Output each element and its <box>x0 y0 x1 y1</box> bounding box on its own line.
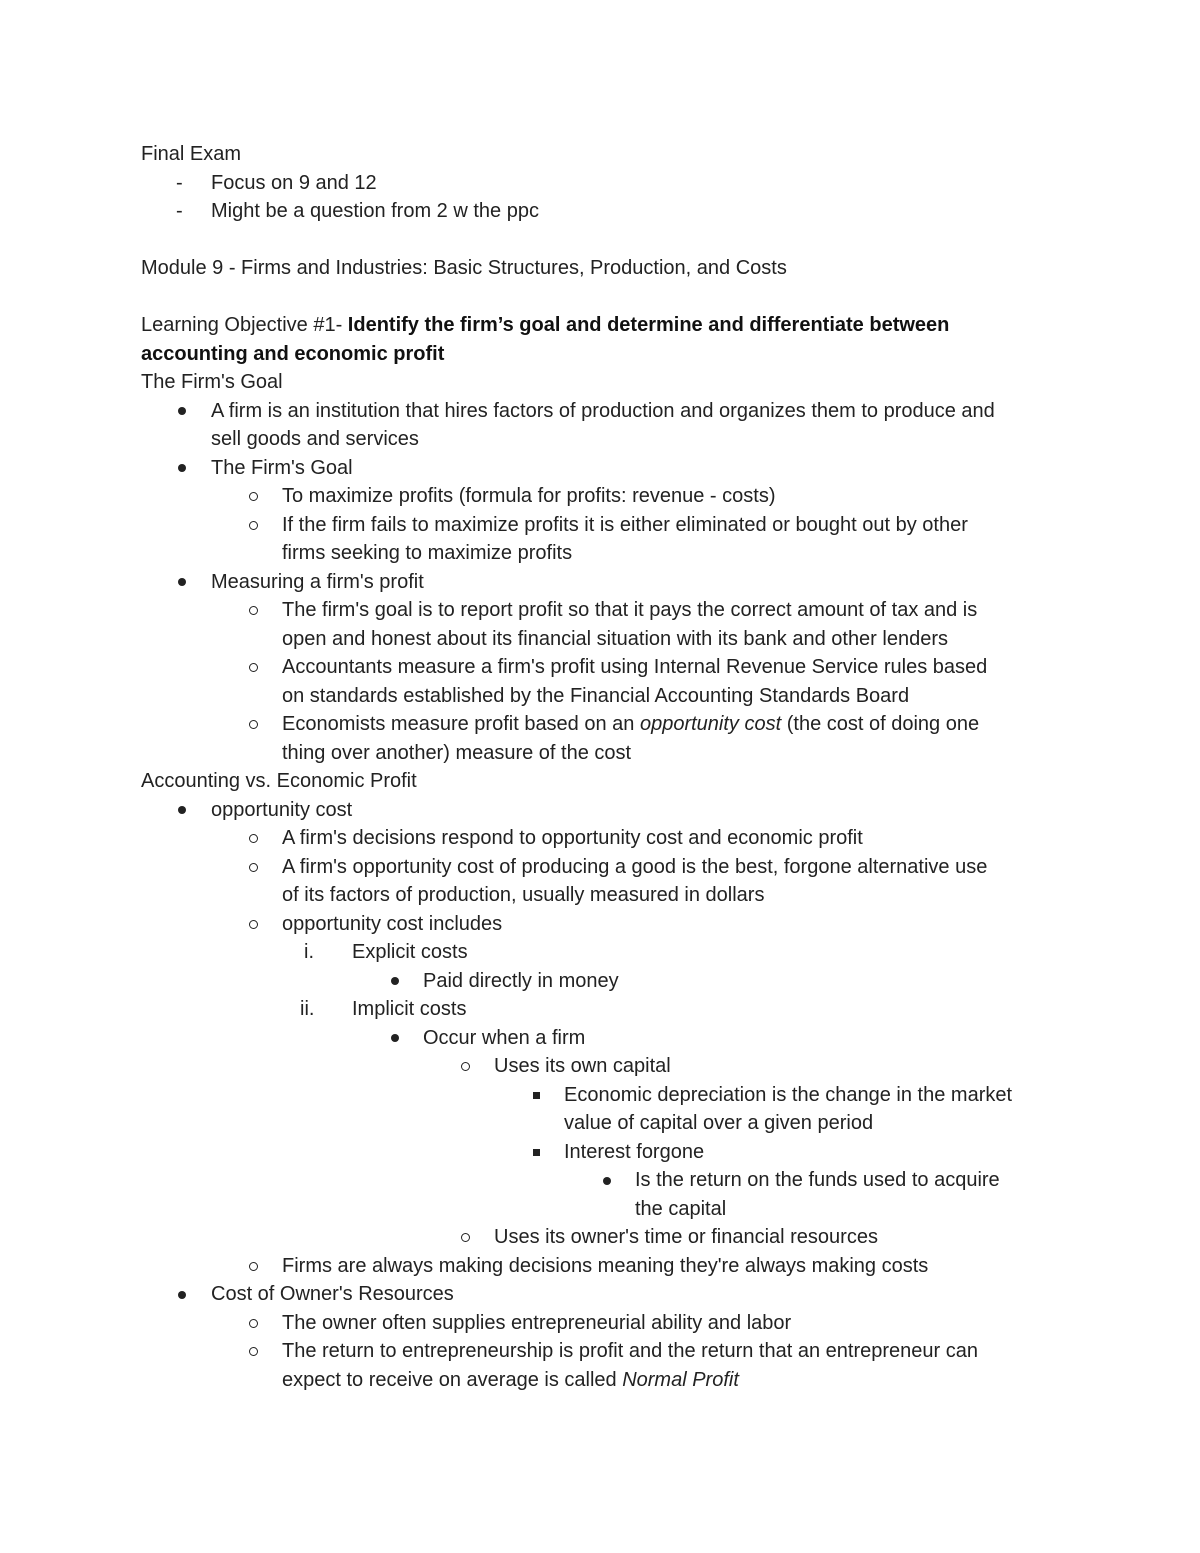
bullet-icon <box>391 1034 399 1042</box>
list-item: The owner often supplies entrepreneurial ability and labor <box>141 1309 1081 1338</box>
list-item: If the firm fails to maximize profits it is either eliminated or bought out by other <box>141 511 1081 540</box>
list-item: - Focus on 9 and 12 <box>141 169 1081 198</box>
bullet-icon <box>178 806 186 814</box>
list-item: opportunity cost includes <box>141 910 1081 939</box>
bullet-icon <box>603 1177 611 1185</box>
circle-bullet-icon <box>249 1262 258 1271</box>
circle-bullet-icon <box>249 521 258 530</box>
document-page: Final Exam - Focus on 9 and 12 - Might be a question from 2 w the ppc Module 9 - Firms and Industries: Basic Structures, Production, and Costs Learning Objective #1- Identify the firm’s goal and determine and differentiate between accounting and economic profit The Firm's Goal A firm is an institution that hires factors of production and organizes them to produce and sell goods and services The Firm's Goal To maximize profits (formula for profits: revenue - costs) If the firm fails to maximize profits it is either eliminated or bought out by other firms seeking to maximize profits Measuring a firm's profit The firm's goal is to report profit so that it pays the correct amount of tax and is open and honest about its financial situation with its bank and other lenders Accountants measure a firm's profit using Internal Revenue Service rules based on standards established by the Financial Accounting Standards Board Economists measure profit based on an opportunity cost (the cost of doing one thing over another) measure of the cost Accounting vs. Economic Profit opportunity cost A firm's decisions respond to opportunity cost and economic profit A firm's opportunity cost of producing a good is the best, forgone alternative use of its factors of production, usually measured in dollars opportunity cost includes i. Explicit costs Paid directly in money ii. Implicit costs Occur when a firm Uses its own capital Economic depreciation is the change in the market value of capital over a given period Interest forgone Is the return on the funds used to acquire the capital Uses its owner's time or financial resources Firms are always making decisions meaning they're always making costs Cost of Owner's Resources The owner often supplies entrepreneurial ability and labor The return to entrepreneurship is profit and the return that an entrepreneur can expect to receive on average is called Normal Profit <box>141 140 1081 1394</box>
circle-bullet-icon <box>249 492 258 501</box>
list-item: Is the return on the funds used to acquire <box>141 1166 1081 1195</box>
list-item: Measuring a firm's profit <box>141 568 1081 597</box>
list-item: Economic depreciation is the change in the market <box>141 1081 1081 1110</box>
bullet-icon <box>178 578 186 586</box>
section-heading: The Firm's Goal <box>141 371 283 393</box>
list-item: The firm's goal is to report profit so that it pays the correct amount of tax and is <box>141 596 1081 625</box>
list-item: The Firm's Goal <box>141 454 1081 483</box>
list-item: ii. Implicit costs <box>141 995 1081 1024</box>
list-item: A firm's decisions respond to opportunity cost and economic profit <box>141 824 1081 853</box>
circle-bullet-icon <box>249 920 258 929</box>
list-item: Interest forgone <box>141 1138 1081 1167</box>
circle-bullet-icon <box>249 1319 258 1328</box>
module-title: Module 9 - Firms and Industries: Basic Structures, Production, and Costs <box>141 257 787 279</box>
learning-objective <box>141 311 1081 340</box>
list-item: opportunity cost <box>141 796 1081 825</box>
roman-numeral-marker: i. <box>304 941 314 963</box>
list-item: Economists measure profit based on an opportunity cost (the cost of doing one <box>141 710 1081 739</box>
circle-bullet-icon <box>249 834 258 843</box>
circle-bullet-icon <box>249 663 258 672</box>
objective-text: Identify the firm’s goal and determine and differentiate between <box>347 314 950 336</box>
bullet-icon <box>178 1291 186 1299</box>
objective-prefix: Learning Objective #1- <box>141 314 348 336</box>
list-item: Cost of Owner's Resources <box>141 1280 1081 1309</box>
square-bullet-icon <box>533 1092 540 1099</box>
list-item: Accountants measure a firm's profit using Internal Revenue Service rules based <box>141 653 1081 682</box>
circle-bullet-icon <box>249 863 258 872</box>
list-item: A firm's opportunity cost of producing a good is the best, forgone alternative use <box>141 853 1081 882</box>
list-item: i. Explicit costs <box>141 938 1081 967</box>
circle-bullet-icon <box>249 606 258 615</box>
list-item: Uses its own capital <box>141 1052 1081 1081</box>
section-heading: Accounting vs. Economic Profit <box>141 770 417 792</box>
list-item: To maximize profits (formula for profits: revenue - costs) <box>141 482 1081 511</box>
circle-bullet-icon <box>461 1062 470 1071</box>
circle-bullet-icon <box>249 1347 258 1356</box>
list-item: Uses its owner's time or financial resources <box>141 1223 1081 1252</box>
final-exam-title: Final Exam <box>141 143 242 165</box>
circle-bullet-icon <box>249 720 258 729</box>
list-item: The return to entrepreneurship is profit and the return that an entrepreneur can <box>141 1337 1081 1366</box>
dash-bullet-icon: - <box>176 171 183 194</box>
bullet-icon <box>178 464 186 472</box>
list-item: - Might be a question from 2 w the ppc <box>141 197 1081 226</box>
list-item: A firm is an institution that hires factors of production and organizes them to produce and <box>141 397 1081 426</box>
list-item: Occur when a firm <box>141 1024 1081 1053</box>
dash-bullet-icon: - <box>176 200 183 222</box>
list-item: Firms are always making decisions meaning they're always making costs <box>141 1252 1081 1281</box>
bullet-icon <box>178 407 186 415</box>
list-item: Paid directly in money <box>141 967 1081 996</box>
roman-numeral-marker: ii. <box>300 998 315 1020</box>
bullet-icon <box>391 977 399 985</box>
circle-bullet-icon <box>461 1233 470 1242</box>
learning-objective-cont: accounting and economic profit <box>141 342 445 365</box>
square-bullet-icon <box>533 1149 540 1156</box>
